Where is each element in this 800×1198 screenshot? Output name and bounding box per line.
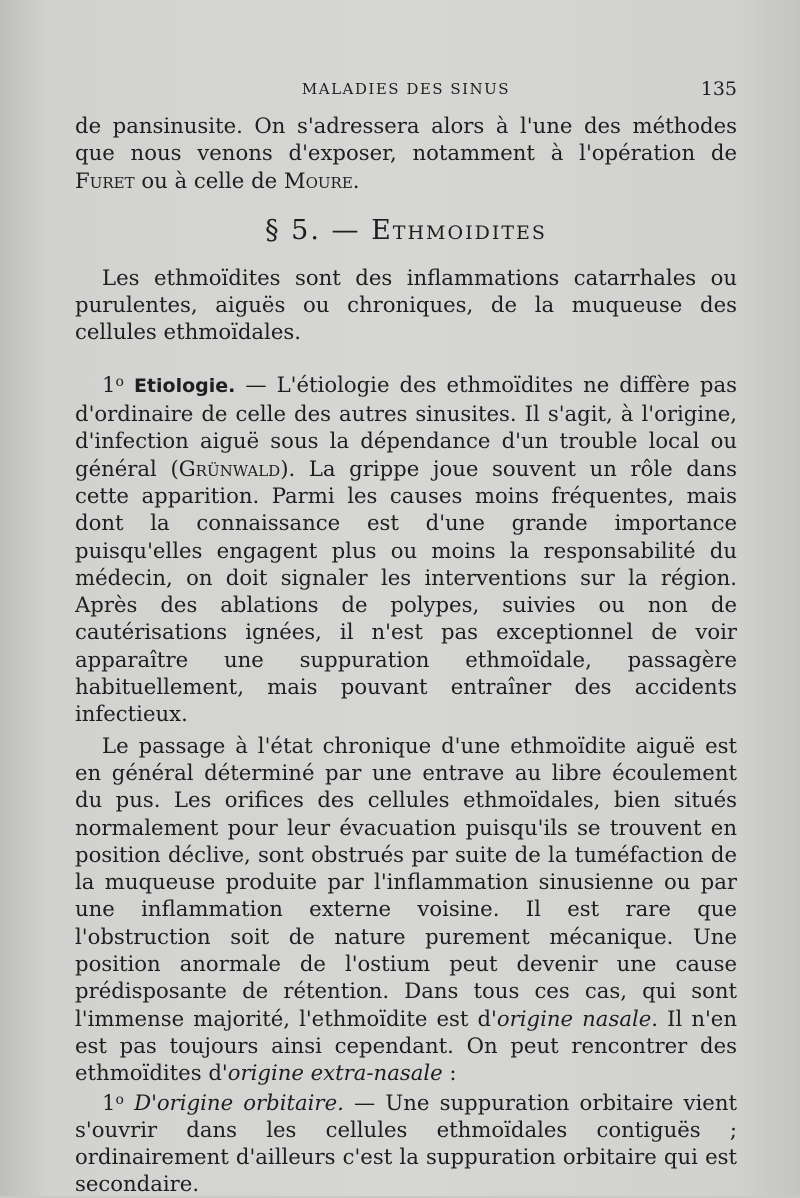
text-run: : [442, 1060, 457, 1086]
page-number: 135 [700, 78, 737, 100]
paragraph-gap [75, 346, 737, 369]
running-title: MALADIES DES SINUS [301, 80, 511, 98]
subhead-number: 1 [102, 371, 116, 397]
text-run: de pansinusite. On s'adressera alors à l'une des méthodes que nous venons d'exposer, notamment à l'opération de [75, 113, 737, 166]
degree-sign: o [115, 373, 124, 390]
paragraph-orbitaire [75, 1087, 737, 1198]
paragraph-chronique [75, 732, 737, 1087]
italic-term: origine extra-nasale [227, 1060, 443, 1086]
text-run: — Une suppuration orbitaire vient s'ouvrir dans les cellules ethmoïdales contiguës ; ordinairement d'ailleurs c'est la suppuration orbitaire qui est secondaire. [75, 1089, 738, 1197]
text-run: — L'étiologie des ethmoïdites ne diffère pas d'ordinaire de celle des autres sinusites. Il s'agit, à l'origine, d'infection aiguë sous la dépendance d'un trouble local ou général ( [75, 371, 737, 481]
paragraph-continuation [75, 112, 737, 194]
degree-sign: o [115, 1091, 124, 1108]
list-number: 1 [102, 1089, 116, 1115]
author-moure: Moure [283, 167, 353, 193]
body-text [75, 112, 737, 1198]
text-run: Le passage à l'état chronique d'une ethmoïdite aiguë est en général déterminé par une entrave au libre écoulement du pus. Les orifices des cellules ethmoïdales, bien situés normalement pour leur évacuation puisqu'ils se trouvent en position déclive, sont obstrués par suite de la tuméfaction de la muqueuse produite par l'inflammation sinusienne ou par une inflammation externe voisine. Il est rare que l'obstruction soit de nature purement mécanique. Une position anormale de l'ostium peut devenir une cause prédisposante de rétention. Dans tous ces cas, qui sont l'immense majorité, l'ethmoïdite est d' [75, 732, 737, 1031]
italic-term: D'origine orbitaire. [123, 1089, 344, 1115]
paragraph-definition: Les ethmoïdites sont des inflammations catarrhales ou purulentes, aiguës ou chroniques, de la muqueuse des cellules ethmoïdales. [75, 264, 737, 345]
author-furet: Furet [75, 167, 135, 193]
text-run: ). La grippe joue souvent un rôle dans cette apparition. Parmi les causes moins fréquentes, mais dont la connaissance est d'une grande importance puisqu'elles engagent plus ou moins la responsabilité du médecin, on doit signaler les interventions sur la région. Après des ablations de polypes, suivies ou non de cautérisations ignées, il n'est pas exceptionnel de voir apparaître une suppuration ethmoïdale, passagère habituellement, mais pouvant entraîner des accidents infectieux. [75, 455, 738, 727]
running-head [75, 76, 737, 104]
text-run: ou à celle de [134, 167, 284, 193]
paragraph-etiologie [75, 369, 737, 728]
subhead-etiologie: Etiologie. [133, 374, 236, 397]
text-run: . [352, 167, 360, 193]
author-grunwald: Grünwald [178, 455, 281, 481]
text-run: . Il n'en est pas toujours ainsi cependant. On peut rencontrer des ethmoïdites d' [75, 1005, 737, 1086]
section-heading: § 5. — Ethmoidites [265, 214, 547, 246]
italic-term: origine nasale [496, 1005, 652, 1031]
